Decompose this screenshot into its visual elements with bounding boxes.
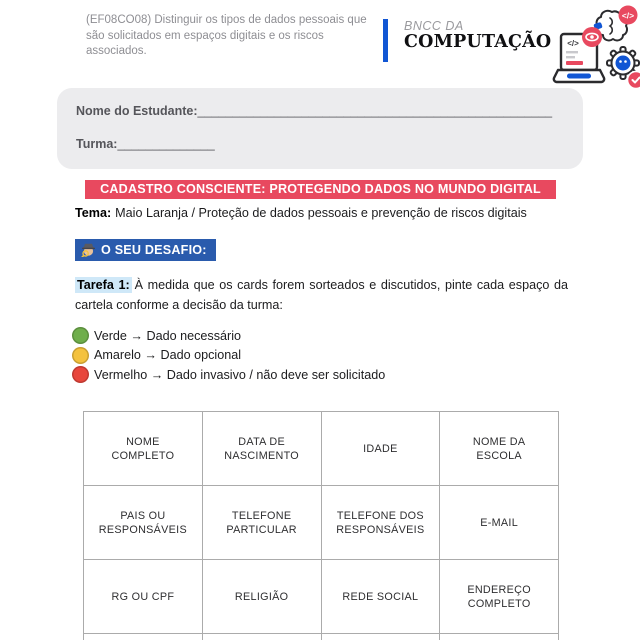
logo-line1: BNCC DA [404, 19, 464, 33]
logo-line2: COMPUTAÇÃO [404, 31, 552, 52]
green-dot-icon [72, 327, 89, 344]
color-legend [72, 326, 385, 385]
card-cell[interactable]: E-MAIL [440, 486, 559, 560]
card-cell[interactable] [440, 634, 559, 640]
tema-text: Maio Laranja / Proteção de dados pessoais e prevenção de riscos digitais [115, 206, 527, 220]
legend-item-red [72, 365, 385, 385]
laptop-code-icon [550, 26, 608, 90]
yellow-dot-icon [72, 347, 89, 364]
card-cell[interactable]: TELEFONE DOS RESPONSÁVEIS [321, 486, 440, 560]
card-cell[interactable]: NOME COMPLETO [84, 412, 203, 486]
worksheet-title: CADASTRO CONSCIENTE: PROTEGENDO DADOS NO MUNDO DIGITAL [85, 180, 556, 199]
tarefa-paragraph [75, 276, 568, 315]
bncc-logo [404, 20, 551, 51]
card-cell[interactable]: TELEFONE PARTICULAR [202, 486, 321, 560]
desafio-label: O SEU DESAFIO: [101, 242, 207, 257]
card-cell[interactable]: PAIS OU RESPONSÁVEIS [84, 486, 203, 560]
gears-check-icon [604, 46, 640, 90]
red-dot-icon [72, 366, 89, 383]
legend-label: Verde → Dado necessário [94, 328, 242, 343]
tarefa-label: Tarefa 1: [77, 278, 130, 292]
detective-icon [81, 242, 96, 257]
class-label: Turma: [76, 137, 118, 151]
card-cell[interactable]: REDE SOCIAL [321, 560, 440, 634]
card-cell[interactable] [84, 634, 203, 640]
card-cell[interactable] [321, 634, 440, 640]
svg-text:</>: </> [567, 39, 579, 48]
card-cell[interactable]: ENDEREÇO COMPLETO [440, 560, 559, 634]
card-cell[interactable]: RG OU CPF [84, 560, 203, 634]
card-cell[interactable]: DATA DE NASCIMENTO [202, 412, 321, 486]
class-field[interactable]: ______________ [117, 137, 215, 151]
desafio-heading [75, 239, 216, 261]
card-cell[interactable]: NOME DA ESCOLA [440, 412, 559, 486]
tema-line [75, 206, 527, 220]
table-row [84, 634, 559, 640]
legend-label: Amarelo → Dado opcional [94, 348, 242, 363]
bncc-objective-text: (EF08CO08) Distinguir os tipos de dados pessoais que são solicitados em espaços digitais e os riscos associados. [86, 14, 367, 57]
svg-text:</>: </> [621, 10, 635, 21]
student-name-field[interactable]: ___________________________________________________ [197, 104, 553, 118]
table-row [84, 486, 559, 560]
student-info-box [57, 88, 583, 169]
tema-label: Tema: [75, 206, 112, 220]
card-cell[interactable]: RELIGIÃO [202, 560, 321, 634]
table-row [84, 412, 559, 486]
legend-item-green [72, 326, 385, 346]
legend-label: Vermelho → Dado invasivo / não deve ser solicitado [94, 367, 386, 382]
legend-item-yellow [72, 346, 385, 366]
logo-divider [383, 19, 388, 62]
table-row [84, 560, 559, 634]
card-cell[interactable]: IDADE [321, 412, 440, 486]
student-name-label: Nome do Estudante: [76, 104, 198, 118]
bingo-card-table [83, 411, 559, 640]
card-cell[interactable] [202, 634, 321, 640]
tarefa-text: À medida que os cards forem sorteados e discutidos, pinte cada espaço da cartela conforme a decisão da turma: [75, 278, 568, 312]
